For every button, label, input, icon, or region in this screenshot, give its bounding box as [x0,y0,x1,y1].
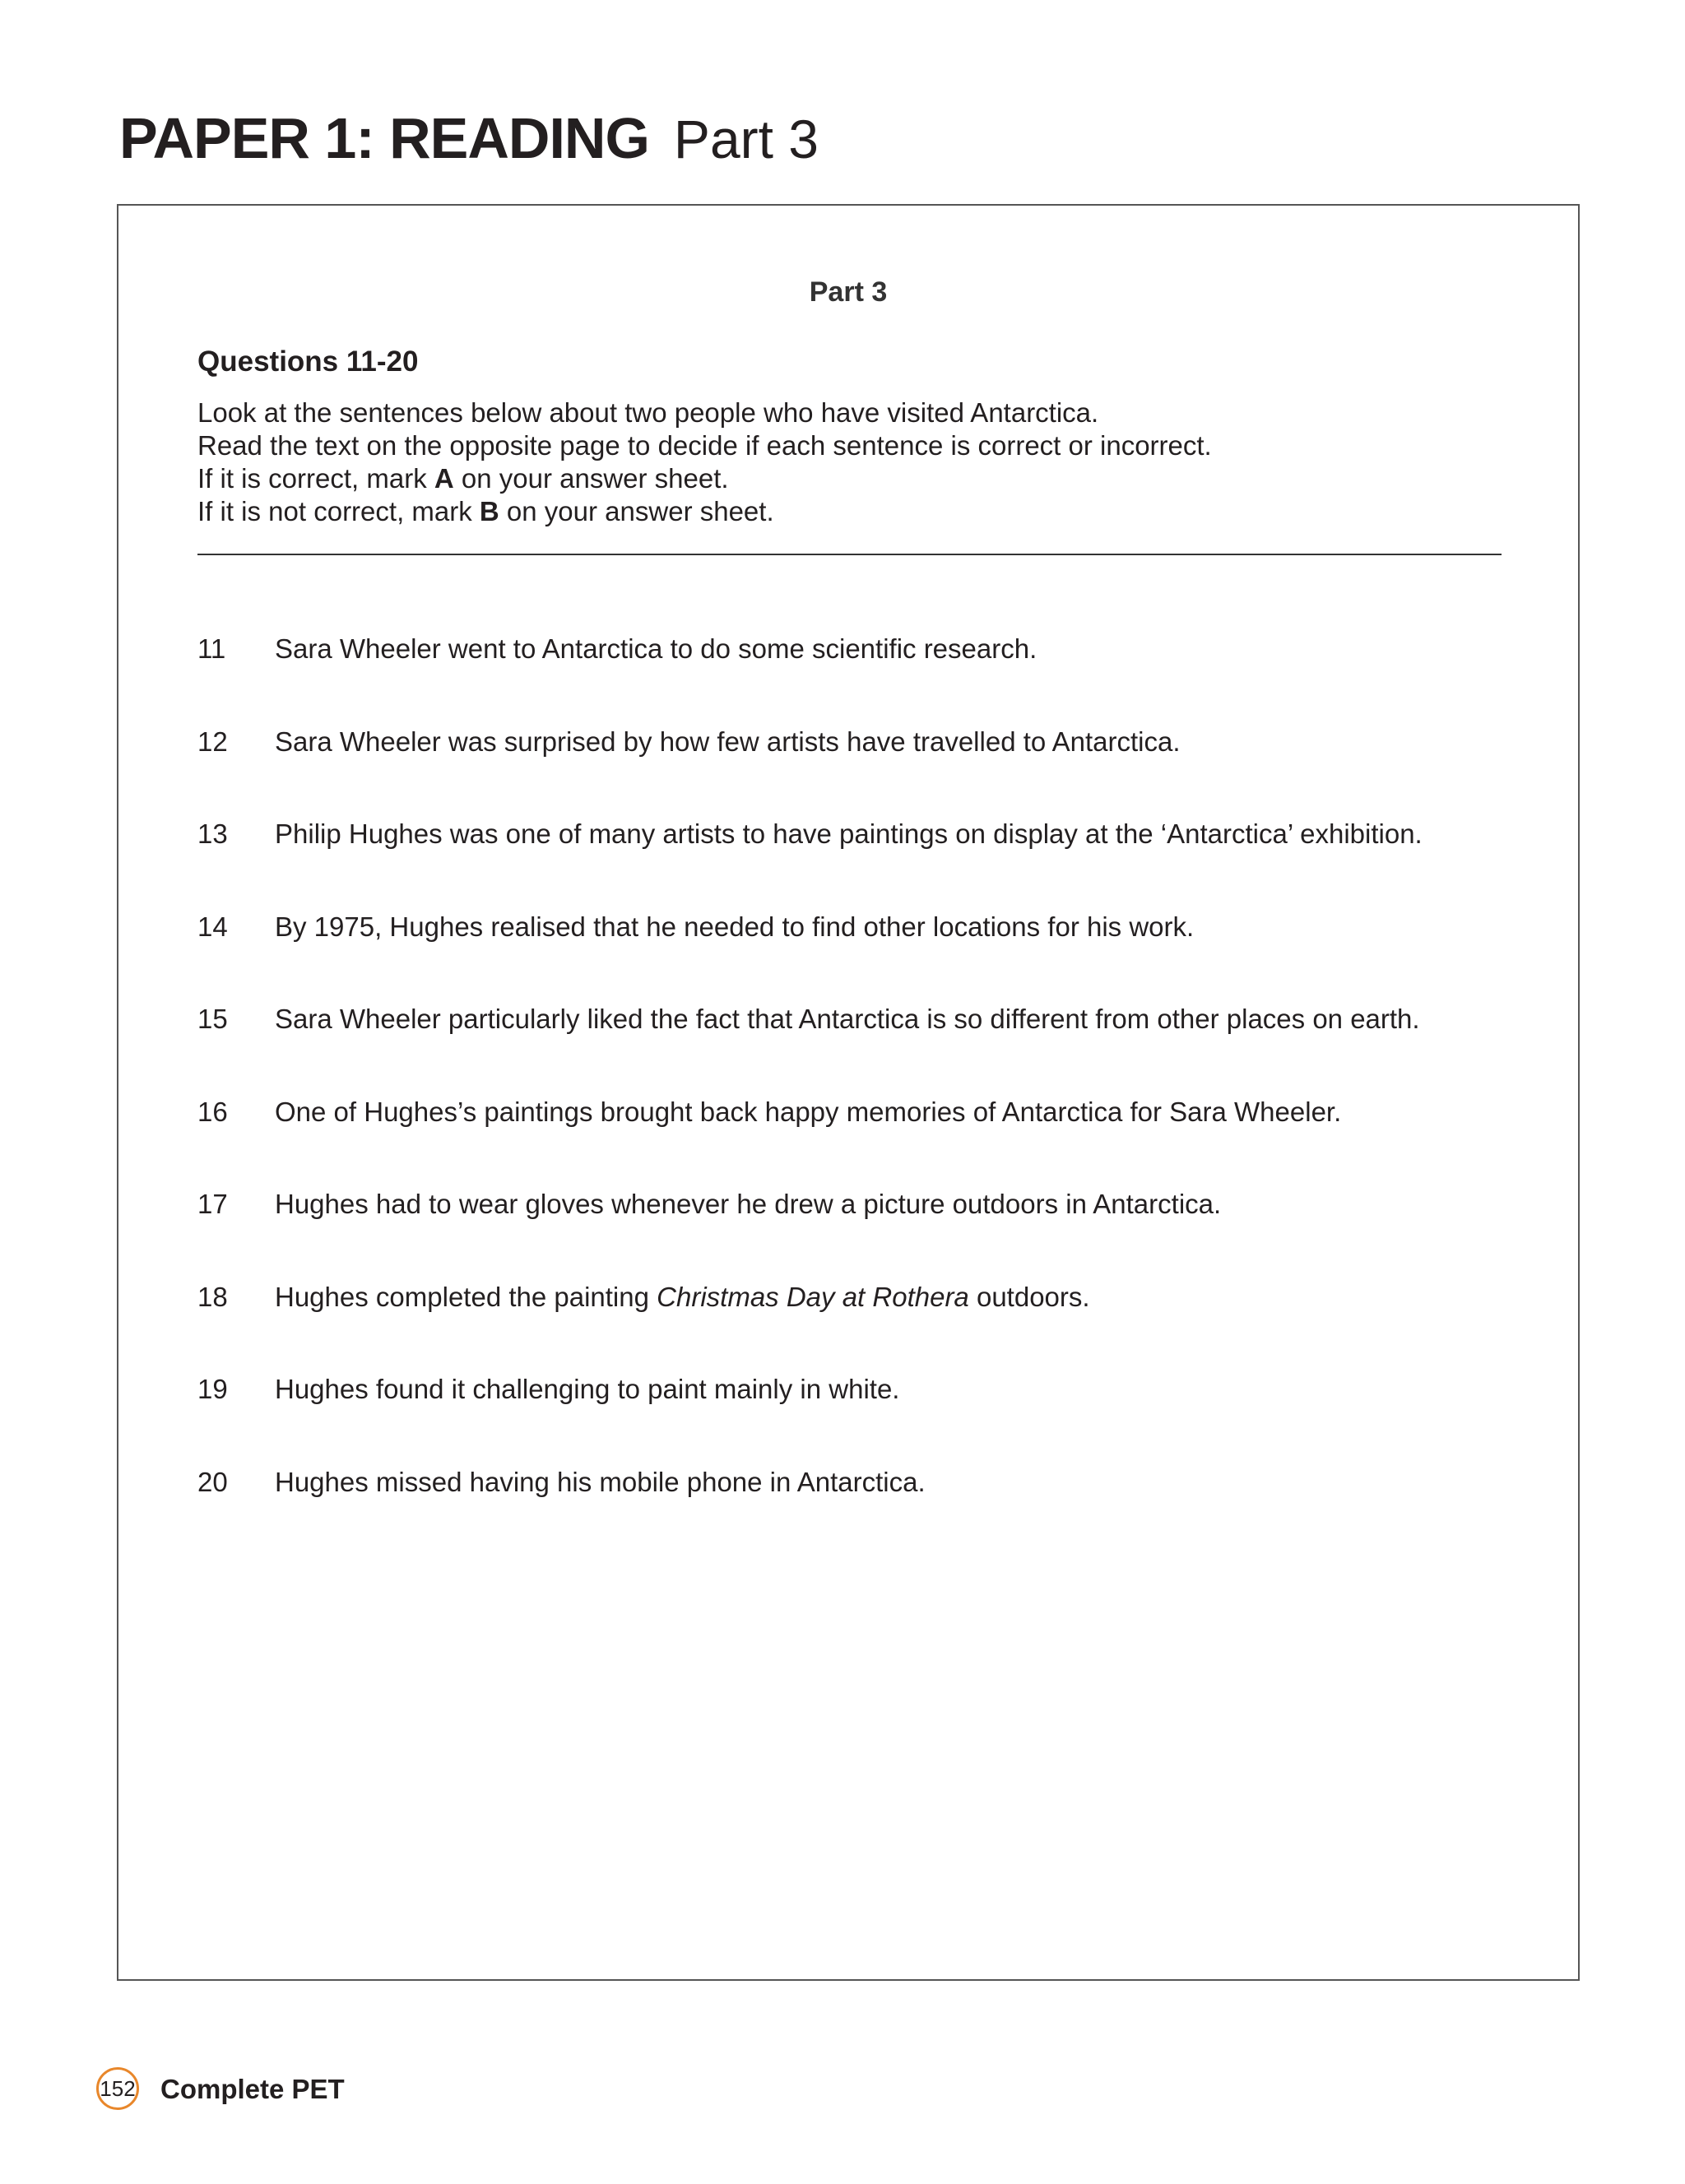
question-number: 18 [197,1281,228,1312]
instruction-line-2: Read the text on the opposite page to decide if each sentence is correct or incorrect. [197,430,1212,461]
question-item-12 [197,726,1547,819]
question-item-17 [197,1189,1547,1282]
instruction-text: If it is not correct, mark [197,496,480,526]
answer-letter-b: B [479,496,499,526]
question-list [197,633,1547,1559]
question-number: 13 [197,818,228,849]
question-number: 11 [197,633,226,664]
question-item-13 [197,818,1547,911]
question-number: 15 [197,1004,228,1034]
question-text-part: Hughes completed the painting [275,1281,657,1312]
question-text: One of Hughes’s paintings brought back happy memories of Antarctica for Sara Wheeler. [275,1096,1342,1127]
question-number: 17 [197,1189,228,1219]
book-title: Complete PET [160,2074,345,2104]
question-text: Hughes found it challenging to paint mainly in white. [275,1374,900,1404]
questions-range-heading: Questions 11-20 [197,345,419,378]
instructions [197,396,1212,528]
page-header [119,105,819,171]
page-subtitle: Part 3 [673,109,819,169]
question-text: Sara Wheeler was surprised by how few artists have travelled to Antarctica. [275,726,1181,757]
question-item-20 [197,1467,1547,1560]
exam-box [117,204,1580,1981]
question-text-part: outdoors. [968,1281,1090,1312]
instruction-line-4 [197,495,1212,528]
question-item-19 [197,1374,1547,1467]
question-number: 14 [197,911,228,942]
question-item-16 [197,1097,1547,1189]
question-text: Sara Wheeler went to Antarctica to do some scientific research. [275,633,1037,664]
question-text: Sara Wheeler particularly liked the fact that Antarctica is so different from other places on earth. [275,1004,1420,1034]
instruction-text: on your answer sheet. [499,496,774,526]
divider-line [197,554,1502,555]
question-number: 16 [197,1096,228,1127]
question-text: Hughes had to wear gloves whenever he drew a picture outdoors in Antarctica. [275,1189,1222,1219]
question-item-14 [197,911,1547,1004]
page-number-badge [96,2067,139,2110]
instruction-line-3 [197,462,1212,495]
question-text: Hughes missed having his mobile phone in Antarctica. [275,1466,926,1497]
question-item-11 [197,633,1547,726]
painting-title: Christmas Day at Rothera [657,1281,969,1312]
section-heading: Part 3 [809,276,888,308]
instruction-text: on your answer sheet. [453,463,729,494]
question-item-18 [197,1282,1547,1375]
answer-letter-a: A [434,463,454,494]
instruction-text: If it is correct, mark [197,463,434,494]
question-item-15 [197,1004,1547,1097]
page-number: 152 [100,2075,136,2101]
question-number: 20 [197,1466,228,1497]
page-title: PAPER 1: READING [119,106,649,170]
question-text: Philip Hughes was one of many artists to have paintings on display at the ‘Antarctica’ exhibition. [275,818,1423,849]
question-number: 12 [197,726,228,757]
question-text [275,1282,1090,1313]
question-text: By 1975, Hughes realised that he needed to find other locations for his work. [275,911,1195,942]
question-number: 19 [197,1374,228,1404]
instruction-line-1: Look at the sentences below about two people who have visited Antarctica. [197,397,1099,428]
